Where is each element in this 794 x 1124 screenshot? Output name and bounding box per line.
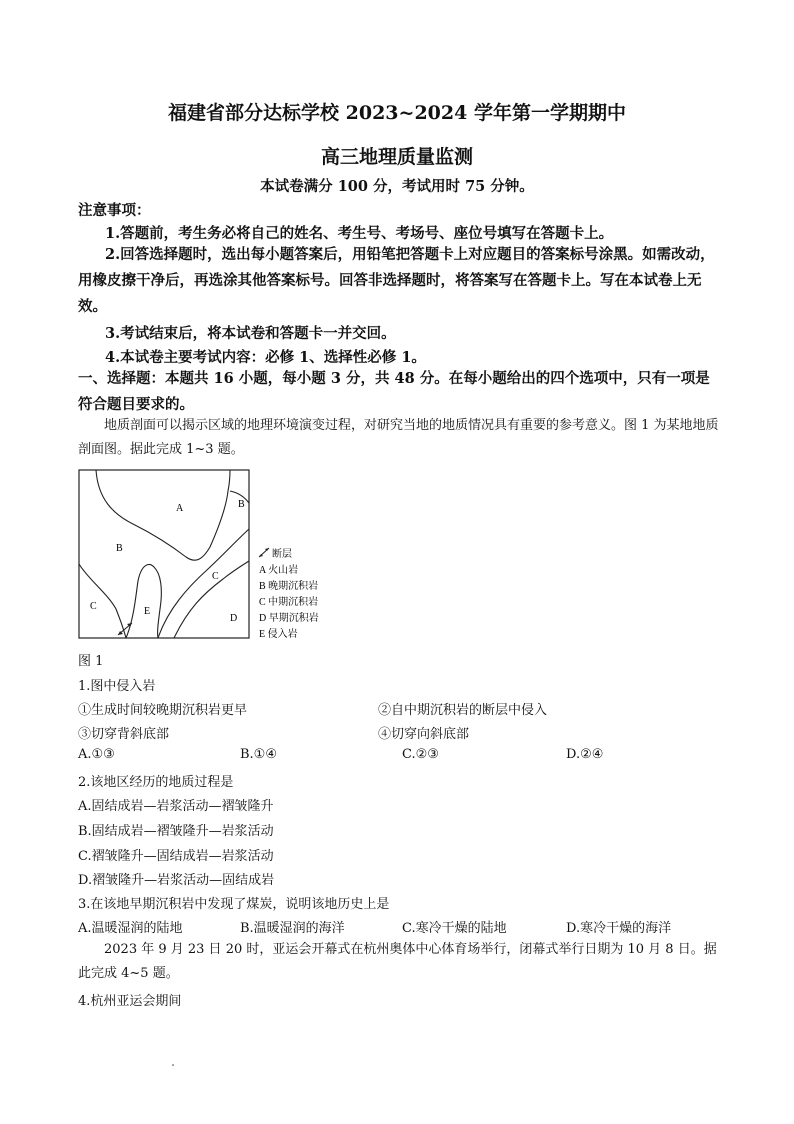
q3-option-d: D.寒冷干燥的海洋	[566, 921, 672, 936]
notice-heading: 注意事项：	[78, 202, 151, 219]
exam-title-line1: 福建省部分达标学校 2023~2024 学年第一学期期中	[168, 102, 626, 124]
notice-item-1: 1.答题前，考生务必将自己的姓名、考生号、考场号、座位号填写在答题卡上。	[105, 225, 614, 242]
notice-item-2: 2.回答选择题时，选出每小题答案后，用铅笔把答题卡上对应题目的答案标号涂黑。如需改动，用橡皮擦干净后，再选涂其他答案标号。回答非选择题时，将答案写在答题卡上。写在本试卷上无效。	[78, 246, 715, 315]
exam-title-line2: 高三地理质量监测	[320, 146, 473, 168]
boundary-b-left	[79, 564, 126, 638]
q4-stem: 4.杭州亚运会期间	[78, 994, 182, 1009]
region-label-d: D	[230, 613, 238, 624]
q2-option-a: A.固结成岩—岩浆活动—褶皱隆升	[78, 799, 274, 814]
legend-a: A 火山岩	[259, 565, 299, 576]
q1-statement-3: ③切穿背斜底部	[78, 727, 170, 742]
figure-caption: 图 1	[78, 654, 104, 669]
figure-legend	[259, 547, 319, 640]
region-label-c-left: C	[90, 601, 97, 612]
passage-asian-games: 2023 年 9 月 23 日 20 时，亚运会开幕式在杭州奥体中心体育场举行，闭幕式举行日期为 10 月 8 日。据此完成 4~5 题。	[78, 942, 717, 981]
q1-statement-1: ①生成时间较晚期沉积岩更早	[78, 703, 248, 718]
legend-e: E 侵入岩	[259, 629, 298, 640]
q3-option-b: B.温暖湿润的海洋	[240, 921, 345, 936]
notice-item-3: 3.考试结束后，将本试卷和答题卡一并交回。	[105, 325, 396, 342]
region-label-a: A	[176, 503, 184, 514]
region-label-b-right: B	[238, 499, 245, 510]
q2-option-c: C.褶皱隆升—固结成岩—岩浆活动	[78, 849, 274, 864]
scan-speck	[172, 1064, 174, 1066]
q1-statement-2: ②自中期沉积岩的断层中侵入	[378, 703, 548, 718]
q3-stem: 3.在该地早期沉积岩中发现了煤炭，说明该地历史上是	[78, 897, 390, 912]
q1-option-c: C.②③	[402, 747, 439, 762]
q3-option-a: A.温暖湿润的陆地	[78, 921, 183, 936]
region-label-c-right: C	[212, 571, 219, 582]
q1-option-d: D.②④	[566, 747, 604, 762]
exam-subtitle: 本试卷满分 100 分，考试用时 75 分钟。	[260, 178, 534, 195]
region-label-b: B	[116, 543, 123, 554]
passage-geology: 地质剖面可以揭示区域的地理环境演变过程，对研究当地的地质情况具有重要的参考意义。图 1 为某地地质剖面图。据此完成 1~3 题。	[78, 418, 719, 457]
section-heading: 一、选择题：本题共 16 小题，每小题 3 分，共 48 分。在每小题给出的四个选项中，只有一项是符合题目要求的。	[78, 370, 710, 413]
legend-fault: 断层	[272, 549, 292, 560]
intrusion-e-outline	[126, 565, 161, 638]
q1-option-b: B.①④	[240, 747, 277, 762]
geologic-section-figure	[78, 469, 340, 641]
q2-option-d: D.褶皱隆升—岩浆活动—固结成岩	[78, 873, 275, 888]
q1-option-a: A.①③	[78, 747, 115, 762]
q3-option-c: C.寒冷干燥的陆地	[402, 921, 507, 936]
legend-b: B 晚期沉积岩	[259, 581, 319, 592]
q2-stem: 2.该地区经历的地质过程是	[78, 775, 234, 790]
q2-option-b: B.固结成岩—褶皱隆升—岩浆活动	[78, 824, 274, 839]
q1-stem: 1.图中侵入岩	[78, 679, 156, 694]
notice-item-4: 4.本试卷主要考试内容：必修 1、选择性必修 1。	[105, 349, 426, 366]
legend-c: C 中期沉积岩	[259, 597, 319, 608]
region-label-e: E	[144, 606, 151, 617]
q1-statement-4: ④切穿向斜底部	[378, 727, 470, 742]
legend-d: D 早期沉积岩	[259, 613, 319, 624]
